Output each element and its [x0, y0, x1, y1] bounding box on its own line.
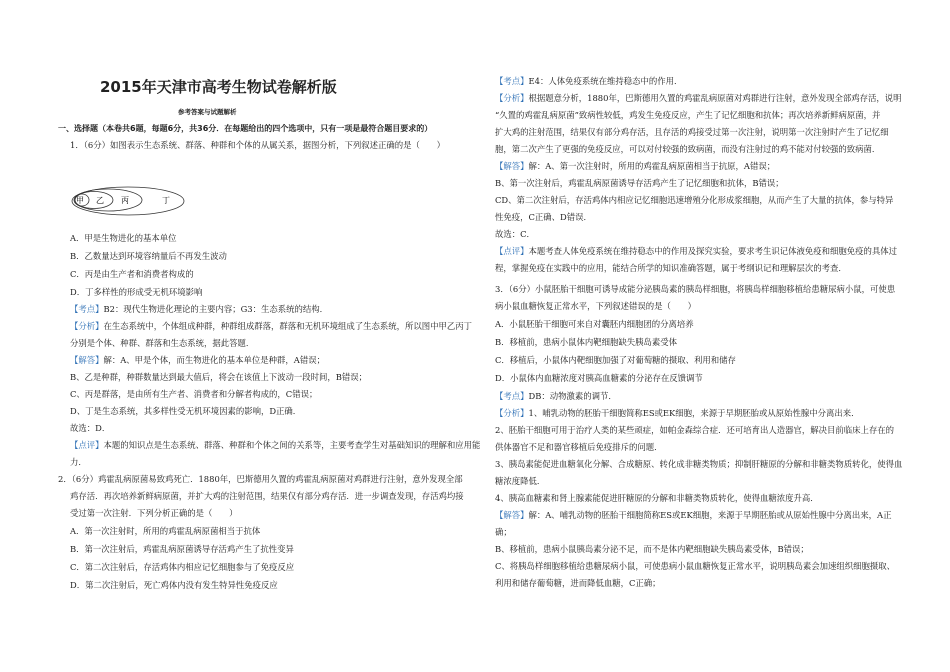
page-title: 2015年天津市高考生物试卷解析版 [100, 78, 337, 96]
question-2-stem: 2．（6分）鸡霍乱病原菌易致鸡死亡．1880年，巴斯德用久置的鸡霍乱病原菌对鸡群进行注射，意外发现全部 [58, 474, 463, 484]
tag-jieda-3: 【解答】 [495, 510, 529, 520]
q3-option-d: D．小鼠体内血糖浓度对胰高血糖素的分泌存在反馈调节 [495, 373, 703, 383]
q2-answer-b: B、第一次注射后，鸡霍乱病原菌诱导存活鸡产生了记忆细胞和抗体，B错误； [495, 178, 784, 188]
comment-continuation: 力． [70, 457, 87, 467]
q2-option-a: A．第一次注射时，所用的鸡霍乱病原菌相当于抗体 [70, 526, 261, 536]
q2-fenxi-line: 【分析】根据题意分析，1880年，巴斯德用久置的鸡霍乱病原菌对鸡群进行注射，意外发现全部鸡存活，说明 [495, 93, 902, 103]
q3-kaodian-line: 【考点】DB：动物激素的调节． [495, 391, 617, 401]
q2-answer-cd: CD、第二次注射后，存活鸡体内相应记忆细胞迅速增殖分化形成浆细胞，从而产生了大量的抗体，参与特异 [495, 195, 894, 205]
q3-analysis-6: 4、胰高血糖素和肾上腺素能促进肝糖原的分解和非糖类物质转化，使得血糖浓度升高． [495, 493, 819, 503]
tag-fenxi: 【分析】 [70, 321, 104, 331]
option-d: D．丁多样性的形成受无机环境影响 [70, 287, 203, 297]
tag-jieda: 【解答】 [70, 355, 104, 365]
q3-option-b: B．移植前，患病小鼠体内靶细胞缺失胰岛素受体 [495, 337, 678, 347]
option-b: B．乙数量达到环境容纳量后不再发生波动 [70, 251, 227, 261]
q3-analysis-3: 供体器官不足和器官移植后免疫排斥的问题． [495, 442, 663, 452]
question-3-stem: 3．（6分）小鼠胚胎干细胞可诱导成能分泌胰岛素的胰岛样细胞，将胰岛样细胞移植给患糖尿病小鼠，可使患 [495, 284, 896, 294]
venn-label-yi: 乙 [96, 196, 104, 205]
q3-analysis-2: 2、胚胎干细胞可用于治疗人类的某些顽症，如帕金森综合症．还可培育出人造器官，解决目前临床上存在的 [495, 425, 894, 435]
tag-fenxi-3: 【分析】 [495, 408, 529, 418]
venn-label-ding: 丁 [162, 196, 170, 205]
venn-label-jia: 甲 [76, 196, 84, 205]
q3-jieda-line: 【解答】解：A、哺乳动物的胚胎干细胞简称ES或EK细胞，来源于早期胚胎或从原始性腺中分离出来，A正 [495, 510, 892, 520]
dianping-line: 【点评】本题的知识点是生态系统、群落、种群和个体之间的关系等，主要考查学生对基础知识的理解和应用能 [70, 440, 481, 450]
jieda-line: 【解答】解：A、甲是个体，而生物进化的基本单位是种群，A错误； [70, 355, 325, 365]
q3-answer-c: C、将胰岛样细胞移植给患糖尿病小鼠，可使患病小鼠血糖恢复正常水平，说明胰岛素会加速组织细胞摄取、 [495, 561, 896, 571]
venn-label-bing: 丙 [121, 196, 129, 205]
q2-analysis-4: 胞，第二次产生了更强的免疫反应，可以对付较强的致病菌，而没有注射过的鸡不能对付较强的致病菌． [495, 144, 881, 154]
tag-dianping: 【点评】 [70, 440, 104, 450]
kaodian-line: 【考点】B2：现代生物进化理论的主要内容；G3：生态系统的结构． [70, 304, 328, 314]
q2-dianping-line: 【点评】本题考查人体免疫系统在维持稳态中的作用及探究实验，要求考生识记体液免疫和细胞免疫的具体过 [495, 246, 897, 256]
question-2-line-2: 鸡存活．再次培养新鲜病原菌，并扩大鸡的注射范围，结果仅有部分鸡存活．进一步调查发现，存活鸡均接 [70, 491, 464, 501]
q3-answer-c-2: 利用和储存葡萄糖，进而降低血糖，C正确； [495, 578, 661, 588]
fenxi-line: 【分析】在生态系统中，个体组成种群，种群组成群落，群落和无机环境组成了生态系统，所以图中甲乙丙丁 [70, 321, 472, 331]
venn-diagram [66, 178, 216, 224]
page-subtitle: 参考答案与试题解析 [178, 108, 237, 116]
answer-b: B、乙是种群，种群数量达到最大值后，将会在该值上下波动一段时间，B错误； [70, 372, 368, 382]
tag-kaodian: 【考点】 [70, 304, 104, 314]
q2-option-d: D．第二次注射后，死亡鸡体内没有发生特异性免疫反应 [70, 580, 278, 590]
q3-analysis-4: 3、胰岛素能促进血糖氧化分解、合成糖原、转化成非糖类物质；抑制肝糖原的分解和非糖类物质转化，使得血 [495, 459, 903, 469]
q2-jieda-line: 【解答】解：A、第一次注射时，所用的鸡霍乱病原菌相当于抗原，A错误； [495, 161, 776, 171]
q2-choice: 故选：C． [495, 229, 535, 239]
q2-answer-cd-2: 性免疫，C正确、D错误． [495, 212, 592, 222]
q3-answer-a-2: 确； [495, 527, 512, 537]
q2-analysis-3: 扩大鸡的注射范围，结果仅有部分鸡存活，且存活的鸡接受过第一次注射，说明第一次注射时产生了记忆细 [495, 127, 889, 137]
q2-option-b: B．第一次注射后，鸡霍乱病原菌诱导存活鸡产生了抗性变异 [70, 544, 294, 554]
q2-option-c: C．第二次注射后，存活鸡体内相应记忆细胞参与了免疫反应 [70, 562, 295, 572]
q2-kaodian-line: 【考点】E4：人体免疫系统在维持稳态中的作用． [495, 76, 683, 86]
q2-analysis-2: “久置的鸡霍乱病原菌”致病性较低，鸡发生免疫反应，产生了记忆细胞和抗体；再次培养新鲜病原菌，并 [495, 110, 881, 120]
tag-dianping-2: 【点评】 [495, 246, 529, 256]
q3-fenxi-line: 【分析】1、哺乳动物的胚胎干细胞简称ES或EK细胞，来源于早期胚胎或从原始性腺中分离出来． [495, 408, 860, 418]
question-1-stem: 1．（6分）如图表示生态系统、群落、种群和个体的从属关系，据图分析，下列叙述正确的是（ ） [70, 140, 445, 150]
section-heading: 一、选择题（本卷共6题，每题6分，共36分．在每题给出的四个选项中，只有一项是最符合题目要求的） [58, 124, 433, 133]
tag-jieda-2: 【解答】 [495, 161, 529, 171]
q3-option-a: A．小鼠胚胎干细胞可来自对囊胚内细胞团的分离培养 [495, 319, 694, 329]
tag-fenxi-2: 【分析】 [495, 93, 529, 103]
tag-kaodian-3: 【考点】 [495, 391, 529, 401]
analysis-continuation: 分别是个体、种群、群落和生态系统，据此答题． [70, 338, 255, 348]
answer-d: D、丁是生态系统，其多样性受无机环境因素的影响，D正确． [70, 406, 302, 416]
q3-option-c: C．移植后，小鼠体内靶细胞加强了对葡萄糖的摄取、利用和储存 [495, 355, 736, 365]
option-c: C．丙是由生产者和消费者构成的 [70, 269, 194, 279]
question-2-line-3: 受过第一次注射．下列分析正确的是（ ） [70, 508, 238, 518]
q3-analysis-5: 糖浓度降低． [495, 476, 546, 486]
answer-c: C、丙是群落，是由所有生产者、消费者和分解者构成的，C错误； [70, 389, 318, 399]
question-3-line-2: 病小鼠血糖恢复正常水平，下列叙述错误的是（ ） [495, 301, 696, 311]
option-a: A．甲是生物进化的基本单位 [70, 233, 177, 243]
q3-answer-b: B、移植前，患病小鼠胰岛素分泌不足，而不是体内靶细胞缺失胰岛素受体，B错误； [495, 544, 809, 554]
choice-line: 故选：D． [70, 423, 111, 433]
q2-comment-2: 程，掌握免疫在实践中的应用，能结合所学的知识准确答题，属于考纲识记和理解层次的考查． [495, 263, 847, 273]
tag-kaodian-2: 【考点】 [495, 76, 529, 86]
